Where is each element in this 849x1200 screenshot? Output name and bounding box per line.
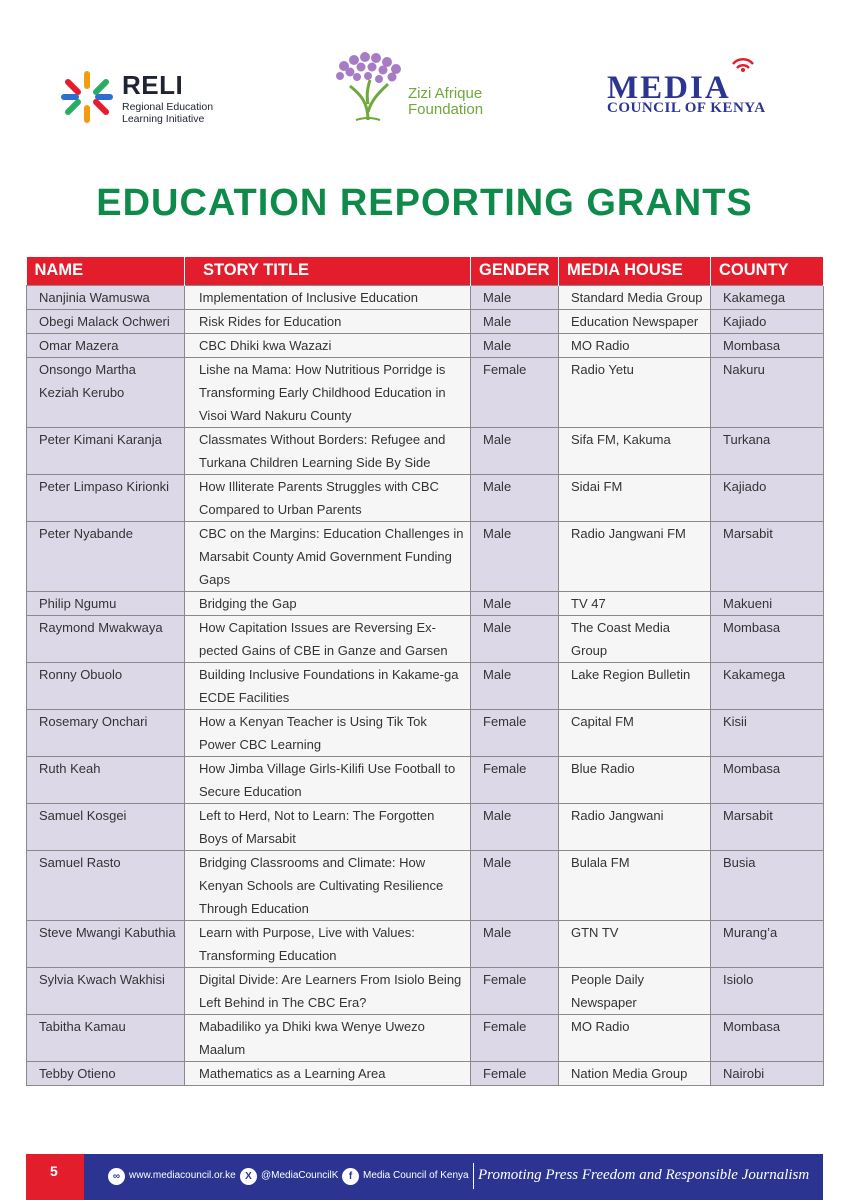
cell-name: Ruth Keah xyxy=(27,756,185,803)
cell-gender: Female xyxy=(471,967,559,1014)
cell-county: Murang’a xyxy=(711,920,824,967)
cell-name: Tebby Otieno xyxy=(27,1061,185,1085)
cell-gender: Male xyxy=(471,591,559,615)
cell-county: Marsabit xyxy=(711,803,824,850)
cell-county: Mombasa xyxy=(711,756,824,803)
table-row xyxy=(27,309,824,333)
table-row xyxy=(27,1014,824,1061)
cell-county: Kisii xyxy=(711,709,824,756)
cell-gender: Male xyxy=(471,285,559,309)
table-header-row xyxy=(27,257,824,285)
cell-gender: Female xyxy=(471,709,559,756)
cell-story-title: Lishe na Mama: How Nutritious Porridge is Transforming Early Childhood Education in Visoi Ward Nakuru County xyxy=(185,357,471,427)
cell-county: Kakamega xyxy=(711,285,824,309)
cell-name: Ronny Obuolo xyxy=(27,662,185,709)
cell-gender: Male xyxy=(471,920,559,967)
cell-story-title: How a Kenyan Teacher is Using Tik Tok Power CBC Learning xyxy=(185,709,471,756)
footer-tagline: Promoting Press Freedom and Responsible Journalism xyxy=(478,1167,810,1183)
cell-story-title: CBC Dhiki kwa Wazazi xyxy=(185,333,471,357)
cell-county: Mombasa xyxy=(711,1014,824,1061)
cell-gender: Female xyxy=(471,756,559,803)
header-media-house: MEDIA HOUSE xyxy=(559,257,711,285)
facebook-icon: f xyxy=(342,1168,359,1185)
header-gender: GENDER xyxy=(471,257,559,285)
cell-story-title: Building Inclusive Foundations in Kakame-ga ECDE Facilities xyxy=(185,662,471,709)
grants-table xyxy=(26,257,824,1086)
cell-gender: Male xyxy=(471,615,559,662)
page-number: 5 xyxy=(26,1154,84,1200)
cell-media-house: Sidai FM xyxy=(559,474,711,521)
cell-county: Busia xyxy=(711,850,824,920)
mck-council-text: COUNCIL OF KENYA xyxy=(607,100,766,116)
cell-name: Rosemary Onchari xyxy=(27,709,185,756)
zizi-line2: Foundation xyxy=(408,101,484,118)
cell-name: Onsongo Martha Keziah Kerubo xyxy=(27,357,185,427)
cell-gender: Male xyxy=(471,521,559,591)
cell-county: Mombasa xyxy=(711,615,824,662)
zizi-logo xyxy=(330,52,500,124)
cell-gender: Male xyxy=(471,662,559,709)
cell-media-house: GTN TV xyxy=(559,920,711,967)
cell-county: Isiolo xyxy=(711,967,824,1014)
cell-story-title: How Illiterate Parents Struggles with CBC Compared to Urban Parents xyxy=(185,474,471,521)
table-row xyxy=(27,615,824,662)
cell-media-house: Lake Region Bulletin xyxy=(559,662,711,709)
reli-mark-icon xyxy=(58,68,116,126)
cell-story-title: Left to Herd, Not to Learn: The Forgotten Boys of Marsabit xyxy=(185,803,471,850)
table-row xyxy=(27,1061,824,1085)
cell-media-house: Blue Radio xyxy=(559,756,711,803)
cell-story-title: How Capitation Issues are Reversing Ex-pected Gains of CBE in Ganze and Garsen xyxy=(185,615,471,662)
cell-name: Peter Kimani Karanja xyxy=(27,427,185,474)
cell-gender: Male xyxy=(471,474,559,521)
cell-gender: Female xyxy=(471,357,559,427)
cell-name: Sylvia Kwach Wakhisi xyxy=(27,967,185,1014)
table-row xyxy=(27,967,824,1014)
cell-media-house: People Daily Newspaper xyxy=(559,967,711,1014)
table-row xyxy=(27,920,824,967)
broadcast-icon xyxy=(731,52,755,72)
cell-gender: Male xyxy=(471,333,559,357)
cell-name: Philip Ngumu xyxy=(27,591,185,615)
link-icon: ∞ xyxy=(108,1168,125,1185)
table-row xyxy=(27,850,824,920)
zizi-name xyxy=(408,86,483,118)
table-row xyxy=(27,756,824,803)
cell-gender: Male xyxy=(471,427,559,474)
table-row xyxy=(27,285,824,309)
cell-county: Mombasa xyxy=(711,333,824,357)
cell-county: Kajiado xyxy=(711,309,824,333)
cell-name: Nanjinia Wamuswa xyxy=(27,285,185,309)
cell-story-title: Learn with Purpose, Live with Values: Transforming Education xyxy=(185,920,471,967)
cell-media-house: Radio Yetu xyxy=(559,357,711,427)
table-row xyxy=(27,803,824,850)
cell-gender: Male xyxy=(471,803,559,850)
cell-story-title: Mabadiliko ya Dhiki kwa Wenye Uwezo Maalum xyxy=(185,1014,471,1061)
table-row xyxy=(27,427,824,474)
cell-name: Obegi Malack Ochweri xyxy=(27,309,185,333)
cell-media-house: Sifa FM, Kakuma xyxy=(559,427,711,474)
cell-story-title: Implementation of Inclusive Education xyxy=(185,285,471,309)
footer-facebook[interactable]: Media Council of Kenya xyxy=(363,1170,469,1181)
cell-story-title: Mathematics as a Learning Area xyxy=(185,1061,471,1085)
footer-twitter[interactable]: @MediaCouncilK xyxy=(261,1170,339,1181)
cell-media-house: The Coast Media Group xyxy=(559,615,711,662)
footer-website[interactable]: www.mediacouncil.or.ke xyxy=(129,1170,236,1181)
cell-name: Peter Limpaso Kirionki xyxy=(27,474,185,521)
reli-subtitle: Regional Education Learning Initiative xyxy=(122,101,214,125)
cell-story-title: Digital Divide: Are Learners From Isiolo Being Left Behind in The CBC Era? xyxy=(185,967,471,1014)
mck-media-text: MEDIA xyxy=(607,70,731,106)
cell-story-title: Risk Rides for Education xyxy=(185,309,471,333)
cell-media-house: Radio Jangwani xyxy=(559,803,711,850)
cell-county: Makueni xyxy=(711,591,824,615)
cell-county: Kakamega xyxy=(711,662,824,709)
cell-story-title: CBC on the Margins: Education Challenges in Marsabit County Amid Government Funding Gaps xyxy=(185,521,471,591)
cell-media-house: Education Newspaper xyxy=(559,309,711,333)
cell-media-house: Bulala FM xyxy=(559,850,711,920)
cell-name: Samuel Rasto xyxy=(27,850,185,920)
cell-media-house: TV 47 xyxy=(559,591,711,615)
cell-name: Peter Nyabande xyxy=(27,521,185,591)
cell-name: Raymond Mwakwaya xyxy=(27,615,185,662)
table-row xyxy=(27,662,824,709)
table-row xyxy=(27,591,824,615)
zizi-line1: Zizi Afrique xyxy=(408,85,483,102)
cell-media-house: MO Radio xyxy=(559,1014,711,1061)
cell-story-title: How Jimba Village Girls-Kilifi Use Football to Secure Education xyxy=(185,756,471,803)
cell-gender: Male xyxy=(471,850,559,920)
table-row xyxy=(27,709,824,756)
cell-media-house: MO Radio xyxy=(559,333,711,357)
header-county: COUNTY xyxy=(711,257,824,285)
cell-media-house: Radio Jangwani FM xyxy=(559,521,711,591)
cell-gender: Female xyxy=(471,1061,559,1085)
table-body xyxy=(27,285,824,1085)
cell-gender: Male xyxy=(471,309,559,333)
cell-county: Nakuru xyxy=(711,357,824,427)
reli-logo xyxy=(58,68,228,128)
cell-story-title: Bridging Classrooms and Climate: How Kenyan Schools are Cultivating Resilience Through Education xyxy=(185,850,471,920)
cell-story-title: Bridging the Gap xyxy=(185,591,471,615)
table-row xyxy=(27,474,824,521)
page-title: EDUCATION REPORTING GRANTS xyxy=(96,182,753,224)
cell-name: Tabitha Kamau xyxy=(27,1014,185,1061)
cell-name: Samuel Kosgei xyxy=(27,803,185,850)
cell-name: Steve Mwangi Kabuthia xyxy=(27,920,185,967)
cell-county: Kajiado xyxy=(711,474,824,521)
footer-divider xyxy=(473,1163,474,1189)
table-row xyxy=(27,333,824,357)
table-row xyxy=(27,521,824,591)
cell-media-house: Standard Media Group xyxy=(559,285,711,309)
cell-county: Turkana xyxy=(711,427,824,474)
footer-bar xyxy=(84,1154,823,1200)
media-council-logo xyxy=(605,52,800,122)
x-twitter-icon: X xyxy=(240,1168,257,1185)
header-name: NAME xyxy=(27,257,185,285)
reli-title: RELI xyxy=(122,70,184,100)
cell-name: Omar Mazera xyxy=(27,333,185,357)
cell-story-title: Classmates Without Borders: Refugee and Turkana Children Learning Side By Side xyxy=(185,427,471,474)
tree-icon xyxy=(330,52,410,124)
cell-county: Marsabit xyxy=(711,521,824,591)
header-story-title: STORY TITLE xyxy=(185,257,471,285)
cell-county: Nairobi xyxy=(711,1061,824,1085)
table-row xyxy=(27,357,824,427)
cell-gender: Female xyxy=(471,1014,559,1061)
cell-media-house: Capital FM xyxy=(559,709,711,756)
cell-media-house: Nation Media Group xyxy=(559,1061,711,1085)
logo-header xyxy=(0,48,849,128)
